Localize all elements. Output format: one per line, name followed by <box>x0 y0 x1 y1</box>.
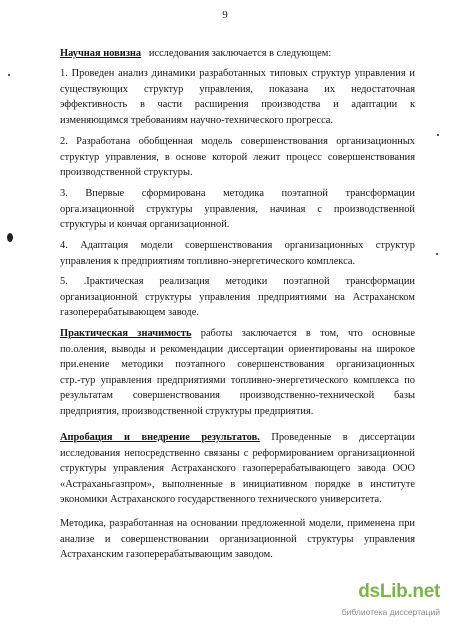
paragraph-line: 1. Проведен анализ динамики разработанных типовых структур управления и <box>60 68 415 79</box>
paragraph-line: газоперерабатывающем заводе. <box>60 307 199 319</box>
paragraph-line: структуры и кончая организационной. <box>60 219 230 231</box>
paragraph-line: стр.-тур управления предприятиями топливно-энергетического комплекса по <box>60 374 415 386</box>
watermark-logo: dsLib.net <box>358 581 440 602</box>
paragraph-novelty <box>60 46 415 62</box>
paragraph-line: 5. .Iрактическая реализация методики поэтапной трансформации <box>60 276 415 287</box>
paragraph-line: исследования непосредственно связаны с реформированием организационной <box>60 447 415 459</box>
paragraph-line: изменяющимся требованиям научно-технического прогресса. <box>60 114 334 126</box>
paragraph-line: орга.изационной структуры управления, начиная с производственной <box>60 203 415 215</box>
paragraph-line: «Астраханьгазпром», выполненные в инициативном порядке в институте <box>60 478 415 490</box>
page-number: 9 <box>222 9 228 21</box>
paragraph-line: структур управления, в основе которой лежит процесс совершенствования <box>60 151 415 163</box>
scan-mark <box>436 253 438 255</box>
paragraph-line: существующих структур управления, показана их недостаточная <box>60 83 415 95</box>
paragraph-line <box>60 46 415 62</box>
paragraph-line: результатам совершенствования производственно-технической базы <box>60 390 415 402</box>
paragraph-line: эффективность в части расширения производства и адаптации к <box>60 99 415 111</box>
paragraph-line: производственной структуры. <box>60 167 193 179</box>
paragraph-item-1 <box>60 66 415 128</box>
paragraph-line: экономики Астраханского государственного технического университета. <box>60 494 382 506</box>
watermark-subtitle: библиотека диссертаций <box>341 607 440 617</box>
paragraph-line <box>60 430 415 446</box>
paragraph-method <box>60 516 415 563</box>
paragraph-line: 3. Впервые сформирована методика поэтапной трансформации <box>60 188 415 199</box>
paragraph-item-5 <box>60 274 415 321</box>
heading-rest: работы заключается в том, что основные <box>200 328 415 339</box>
paragraph-line: анализе и совершенствовании организационной структуры управления <box>60 533 415 545</box>
paragraph-practical <box>60 326 415 420</box>
scan-mark <box>437 134 439 136</box>
scan-mark <box>7 233 13 242</box>
heading-approbation: Апробация и внедрение результатов. <box>60 432 260 443</box>
paragraph-line: 4. Адаптация модели совершенствования организационных структур <box>60 240 415 251</box>
paragraph-line: предприятия, производственной структуры предприятия. <box>60 405 314 417</box>
paragraph-item-3 <box>60 186 415 233</box>
scan-mark <box>8 74 10 76</box>
paragraph-line: при.енение методики поэтапного совершенствования организационных <box>60 359 415 371</box>
heading-rest: Проведенные в диссертации <box>271 432 415 443</box>
paragraph-item-2 <box>60 134 415 181</box>
paragraph-line: управления к предприятиям топливно-энергетического комплекса. <box>60 255 356 267</box>
paragraph-line: Методика, разработанная на основании предложенной модели, применена при <box>60 518 415 529</box>
paragraph-line: организационной структуры управления предприятиями на Астраханском <box>60 291 415 303</box>
paragraph-line: 2. Разработана обобщенная модель совершенствования организационных <box>60 136 415 147</box>
heading-practical: Практическая значимость <box>60 328 192 339</box>
heading-novelty: Научная новизна <box>60 48 142 59</box>
paragraph-line: по.оления, выводы и рекомендации диссертации ориентированы на широкое <box>60 343 415 355</box>
paragraph-line: структуры управления Астраханского газоперерабатывающего завода ООО <box>60 463 415 475</box>
heading-rest: исследования заключается в следующем: <box>148 48 332 59</box>
paragraph-approbation <box>60 430 415 508</box>
paragraph-item-4 <box>60 238 415 269</box>
watermark <box>342 581 440 621</box>
paragraph-line: Астраханским газоперерабатывающим заводом. <box>60 549 273 561</box>
paragraph-line <box>60 326 415 342</box>
